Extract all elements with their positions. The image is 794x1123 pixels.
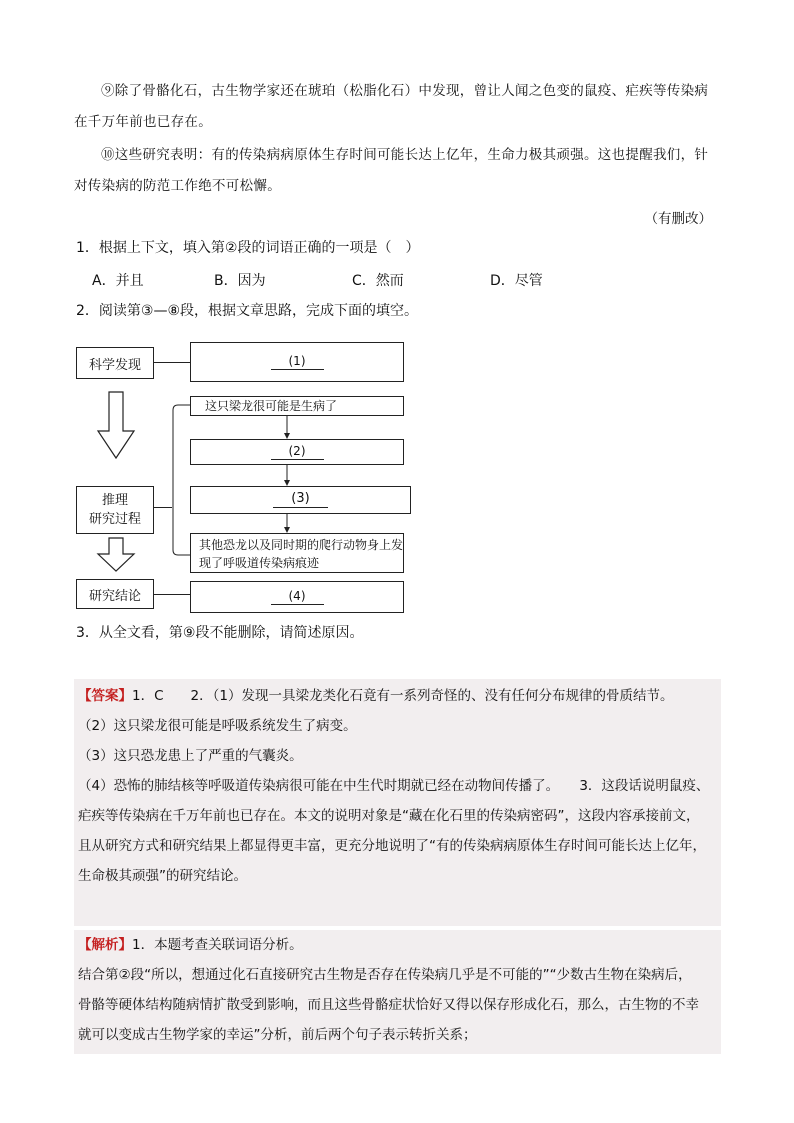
blank-1: (1) xyxy=(271,354,324,370)
answer-line-4: （4）恐怖的肺结核等呼吸道传染病很可能在中生代时期就已经在动物间传播了。 3．这段话说明鼠疫、 xyxy=(78,778,710,794)
paragraph-9 xyxy=(74,76,720,138)
analysis-line-2: 结合第②段“所以，想通过化石直接研究古生物是否存在传染病几乎是不可能的”“少数古生物在染病后， xyxy=(78,967,692,983)
answer-line-6: 且从研究方式和研究结果上都显得更丰富，更充分地说明了“有的传染病病原体生存时间可能长达上亿年， xyxy=(78,838,706,854)
analysis-text-1: 1．本题考查关联词语分析。 xyxy=(132,937,303,953)
answer-line-5: 疟疾等传染病在千万年前也已存在。本文的说明对象是“藏在化石里的传染病密码”，这段内容承接前文， xyxy=(78,808,700,824)
step-others-line-2: 现了呼吸道传染病痕迹 xyxy=(199,556,320,570)
analysis-line-4: 就可以变成古生物学家的幸运”分析，前后两个句子表示转折关系； xyxy=(78,1027,477,1043)
blank-4: (4) xyxy=(271,589,324,605)
connector-line xyxy=(154,362,190,363)
blank-2: (2) xyxy=(271,444,324,460)
blank-box-2[interactable] xyxy=(190,439,404,465)
paragraph-9-line-2: 在千万年前也已存在。 xyxy=(74,114,212,130)
blank-box-1[interactable] xyxy=(190,342,404,382)
analysis-block xyxy=(74,930,721,1054)
question-3: 3．从全文看，第⑨段不能删除，请简述原因。 xyxy=(76,625,364,641)
option-d: D．尽管 xyxy=(490,273,543,289)
answer-block xyxy=(74,679,721,926)
label-reasoning xyxy=(76,486,154,534)
label-reasoning-line-2: 研究过程 xyxy=(88,512,141,527)
small-down-arrow-icon xyxy=(282,465,292,486)
paragraph-10-line-1: ⑩这些研究表明：有的传染病病原体生存时间可能长达上亿年，生命力极其顽强。这也提醒我们，针 xyxy=(101,147,709,163)
blank-3: (3) xyxy=(273,492,327,508)
option-a: A．并且 xyxy=(92,273,144,289)
source-note: （有删改） xyxy=(644,211,712,227)
label-conclusion: 研究结论 xyxy=(76,579,154,609)
small-down-arrow-icon xyxy=(282,514,292,533)
paragraph-10 xyxy=(74,140,720,202)
option-b: B．因为 xyxy=(214,273,266,289)
question-1: 1．根据上下文，填入第②段的词语正确的一项是（ ） xyxy=(76,240,420,256)
answer-text-1: 1．C 2．（1）发现一具梁龙类化石竟有一系列奇怪的、没有任何分布规律的骨质结节。 xyxy=(132,688,674,704)
step-sick-box: 这只梁龙很可能是生病了 xyxy=(190,396,404,416)
paragraph-10-line-2: 对传染病的防范工作绝不可松懈。 xyxy=(74,178,281,194)
answer-line-1 xyxy=(74,681,721,711)
label-discovery: 科学发现 xyxy=(76,347,154,379)
answer-tag: 【答案】 xyxy=(78,688,132,704)
question-2: 2．阅读第③—⑧段，根据文章思路，完成下面的填空。 xyxy=(76,303,419,319)
option-c: C．然而 xyxy=(352,273,404,289)
step-others-line-1: 其他恐龙以及同时期的爬行动物身上发 xyxy=(199,538,404,552)
analysis-line-3: 骨骼等硬体结构随病情扩散受到影响，而且这些骨骼症状恰好又得以保存形成化石，那么，古生物的不幸 xyxy=(78,997,699,1013)
down-arrow-icon xyxy=(96,391,136,461)
down-arrow-icon xyxy=(96,537,136,573)
blank-box-4[interactable] xyxy=(190,581,404,613)
small-down-arrow-icon xyxy=(282,416,292,439)
connector-line xyxy=(154,594,190,595)
answer-line-7: 生命极其顽强”的研究结论。 xyxy=(78,868,247,884)
answer-line-3: （3）这只恐龙患上了严重的气囊炎。 xyxy=(78,748,303,764)
paragraph-9-line-1: ⑨除了骨骼化石，古生物学家还在琥珀（松脂化石）中发现，曾让人闻之色变的鼠疫、疟疾等传染病 xyxy=(101,83,709,99)
analysis-tag: 【解析】 xyxy=(78,937,132,953)
step-others-box xyxy=(190,533,404,573)
blank-box-3[interactable] xyxy=(190,486,411,514)
label-reasoning-line-1: 推理 xyxy=(101,493,128,508)
analysis-line-1 xyxy=(74,930,721,960)
answer-line-2: （2）这只梁龙很可能是呼吸系统发生了病变。 xyxy=(78,718,357,734)
